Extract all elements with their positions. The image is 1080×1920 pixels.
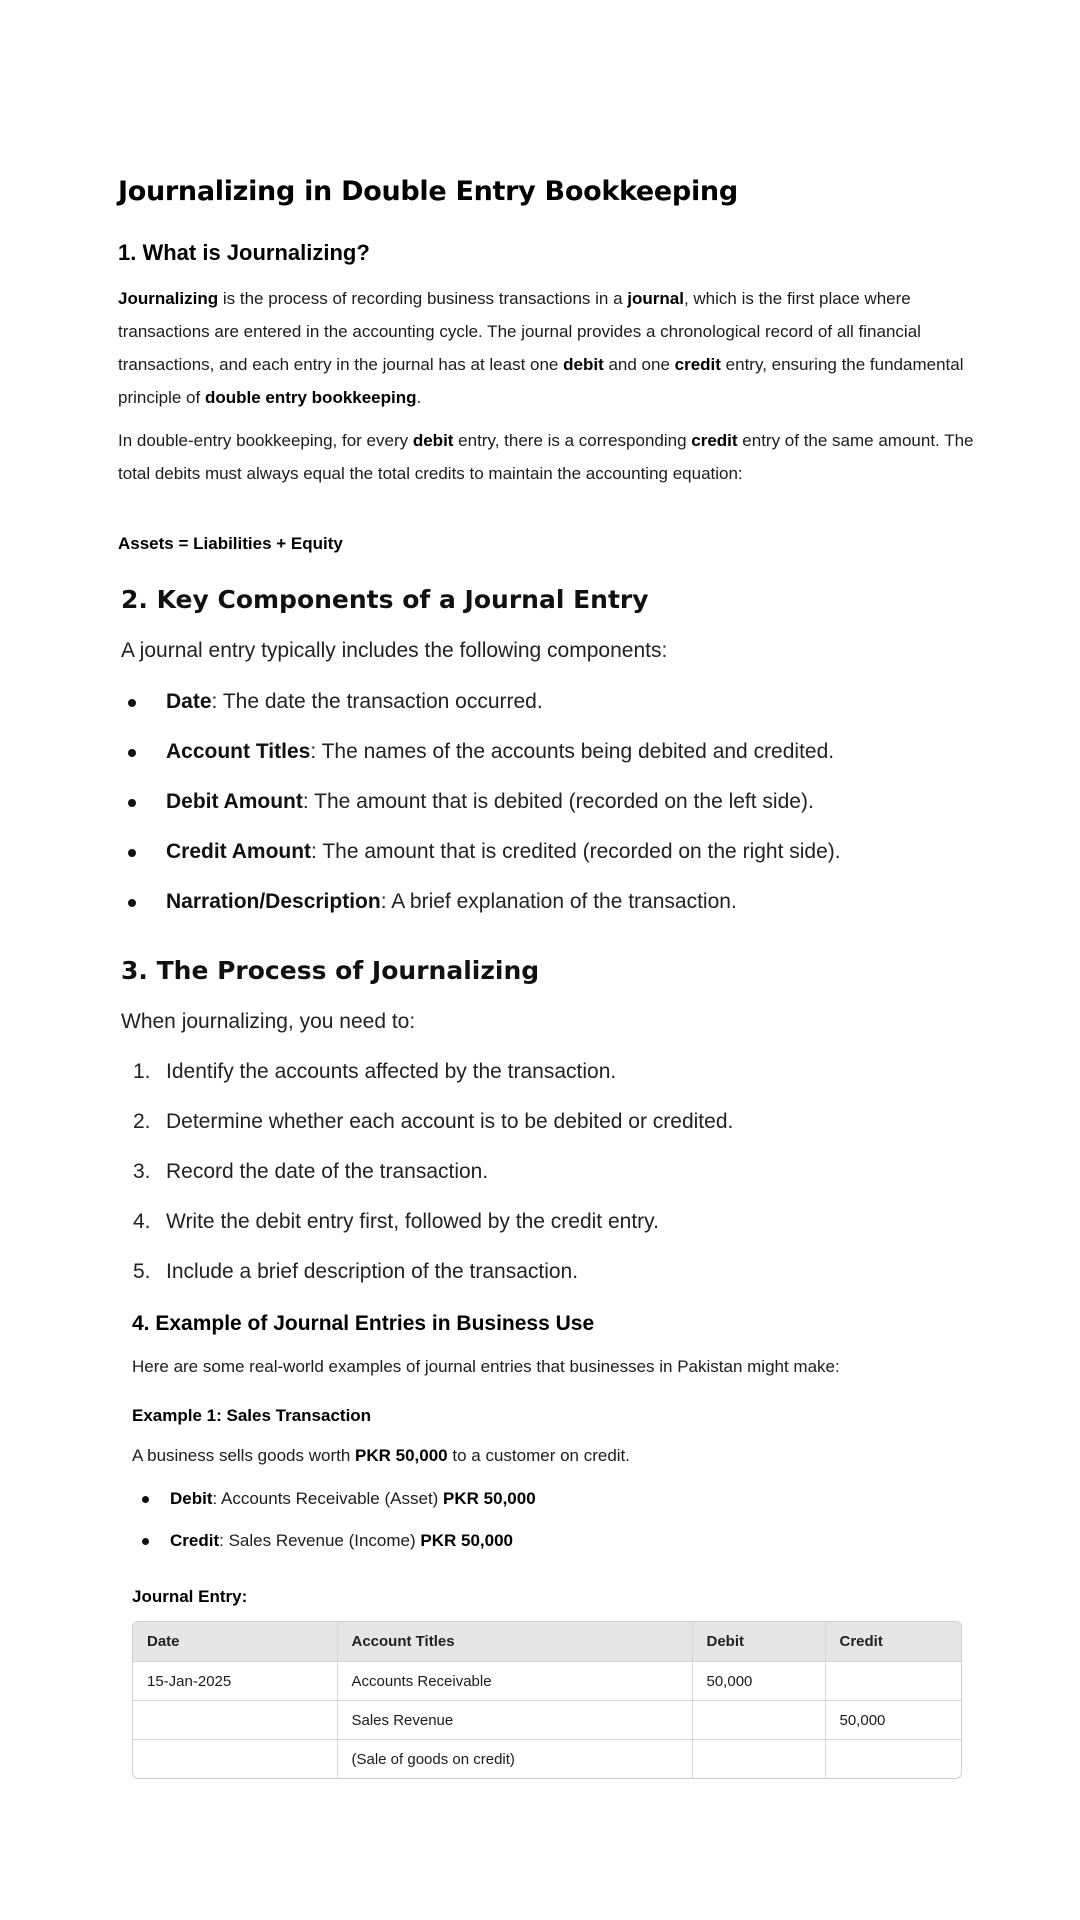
section-1-paragraph-1: Journalizing is the process of recording business transactions in a journal, which is the first place where transactions are entered in the accounting cycle. The journal provides a chronological record of all financial transactions, and each entry in the journal has at least one debit and one credit entry, ensuring the fundamental principle of double entry bookkeeping. xyxy=(118,289,964,407)
list-item: 5. Include a brief description of the transaction. xyxy=(133,1260,579,1283)
section-1-heading: 1. What is Journalizing? xyxy=(118,240,370,265)
list-item: 4. Write the debit entry first, followed by the credit entry. xyxy=(133,1210,659,1233)
section-4-heading: 4. Example of Journal Entries in Business Use xyxy=(132,1312,595,1335)
table-cell xyxy=(825,1740,961,1779)
accounting-equation: Assets = Liabilities + Equity xyxy=(118,534,343,553)
table-cell xyxy=(692,1740,825,1779)
section-2-intro: A journal entry typically includes the following components: xyxy=(121,639,668,662)
section-3-heading: 3. The Process of Journalizing xyxy=(121,956,540,985)
table-cell: 50,000 xyxy=(825,1701,961,1740)
column-header-account-titles: Account Titles xyxy=(337,1622,692,1662)
table-row xyxy=(133,1662,961,1701)
list-item: Date: The date the transaction occurred. xyxy=(121,689,841,739)
bullet-icon xyxy=(142,1538,149,1545)
bullet-icon xyxy=(142,1496,149,1503)
table-row xyxy=(133,1740,961,1779)
example-1-description: A business sells goods worth PKR 50,000 to a customer on credit. xyxy=(132,1446,631,1465)
column-header-debit: Debit xyxy=(692,1622,825,1662)
table-row xyxy=(133,1701,961,1740)
list-item: Debit: Accounts Receivable (Asset) PKR 50,000 xyxy=(132,1488,536,1530)
table-cell: Accounts Receivable xyxy=(337,1662,692,1701)
list-item: Narration/Description: A brief explanation of the transaction. xyxy=(121,889,841,939)
section-4-intro: Here are some real-world examples of journal entries that businesses in Pakistan might make: xyxy=(132,1357,840,1376)
bullet-icon xyxy=(128,799,136,807)
list-item: 1. Identify the accounts affected by the transaction. xyxy=(133,1060,617,1083)
components-list xyxy=(121,689,841,939)
section-2-heading: 2. Key Components of a Journal Entry xyxy=(121,585,649,614)
table-cell xyxy=(133,1701,337,1740)
table-cell: 50,000 xyxy=(692,1662,825,1701)
table-cell xyxy=(133,1740,337,1779)
list-item: Credit: Sales Revenue (Income) PKR 50,000 xyxy=(132,1530,536,1572)
journal-entry-table xyxy=(132,1621,962,1779)
column-header-date: Date xyxy=(133,1622,337,1662)
table-cell: 15-Jan-2025 xyxy=(133,1662,337,1701)
column-header-credit: Credit xyxy=(825,1622,961,1662)
table-cell: (Sale of goods on credit) xyxy=(337,1740,692,1779)
section-3-intro: When journalizing, you need to: xyxy=(121,1010,416,1033)
table-cell: Sales Revenue xyxy=(337,1701,692,1740)
list-item: 2. Determine whether each account is to be debited or credited. xyxy=(133,1110,734,1133)
bullet-icon xyxy=(128,849,136,857)
list-item: Account Titles: The names of the accounts being debited and credited. xyxy=(121,739,841,789)
section-1-paragraph-2: In double-entry bookkeeping, for every debit entry, there is a corresponding credit entry of the same amount. The total debits must always equal the total credits to maintain the accounting equation: xyxy=(118,431,974,483)
list-item: Credit Amount: The amount that is credited (recorded on the right side). xyxy=(121,839,841,889)
document-title: Journalizing in Double Entry Bookkeeping xyxy=(118,176,738,207)
journal-entry-label: Journal Entry: xyxy=(132,1587,248,1606)
example-1-entries-list xyxy=(132,1488,536,1572)
example-1-heading: Example 1: Sales Transaction xyxy=(132,1406,372,1425)
process-steps-list xyxy=(121,1059,733,1309)
table-header-row xyxy=(133,1622,961,1662)
table-cell xyxy=(825,1662,961,1701)
bullet-icon xyxy=(128,899,136,907)
list-item: Debit Amount: The amount that is debited (recorded on the left side). xyxy=(121,789,841,839)
bullet-icon xyxy=(128,749,136,757)
list-item: 3. Record the date of the transaction. xyxy=(133,1160,489,1183)
bullet-icon xyxy=(128,699,136,707)
table-cell xyxy=(692,1701,825,1740)
